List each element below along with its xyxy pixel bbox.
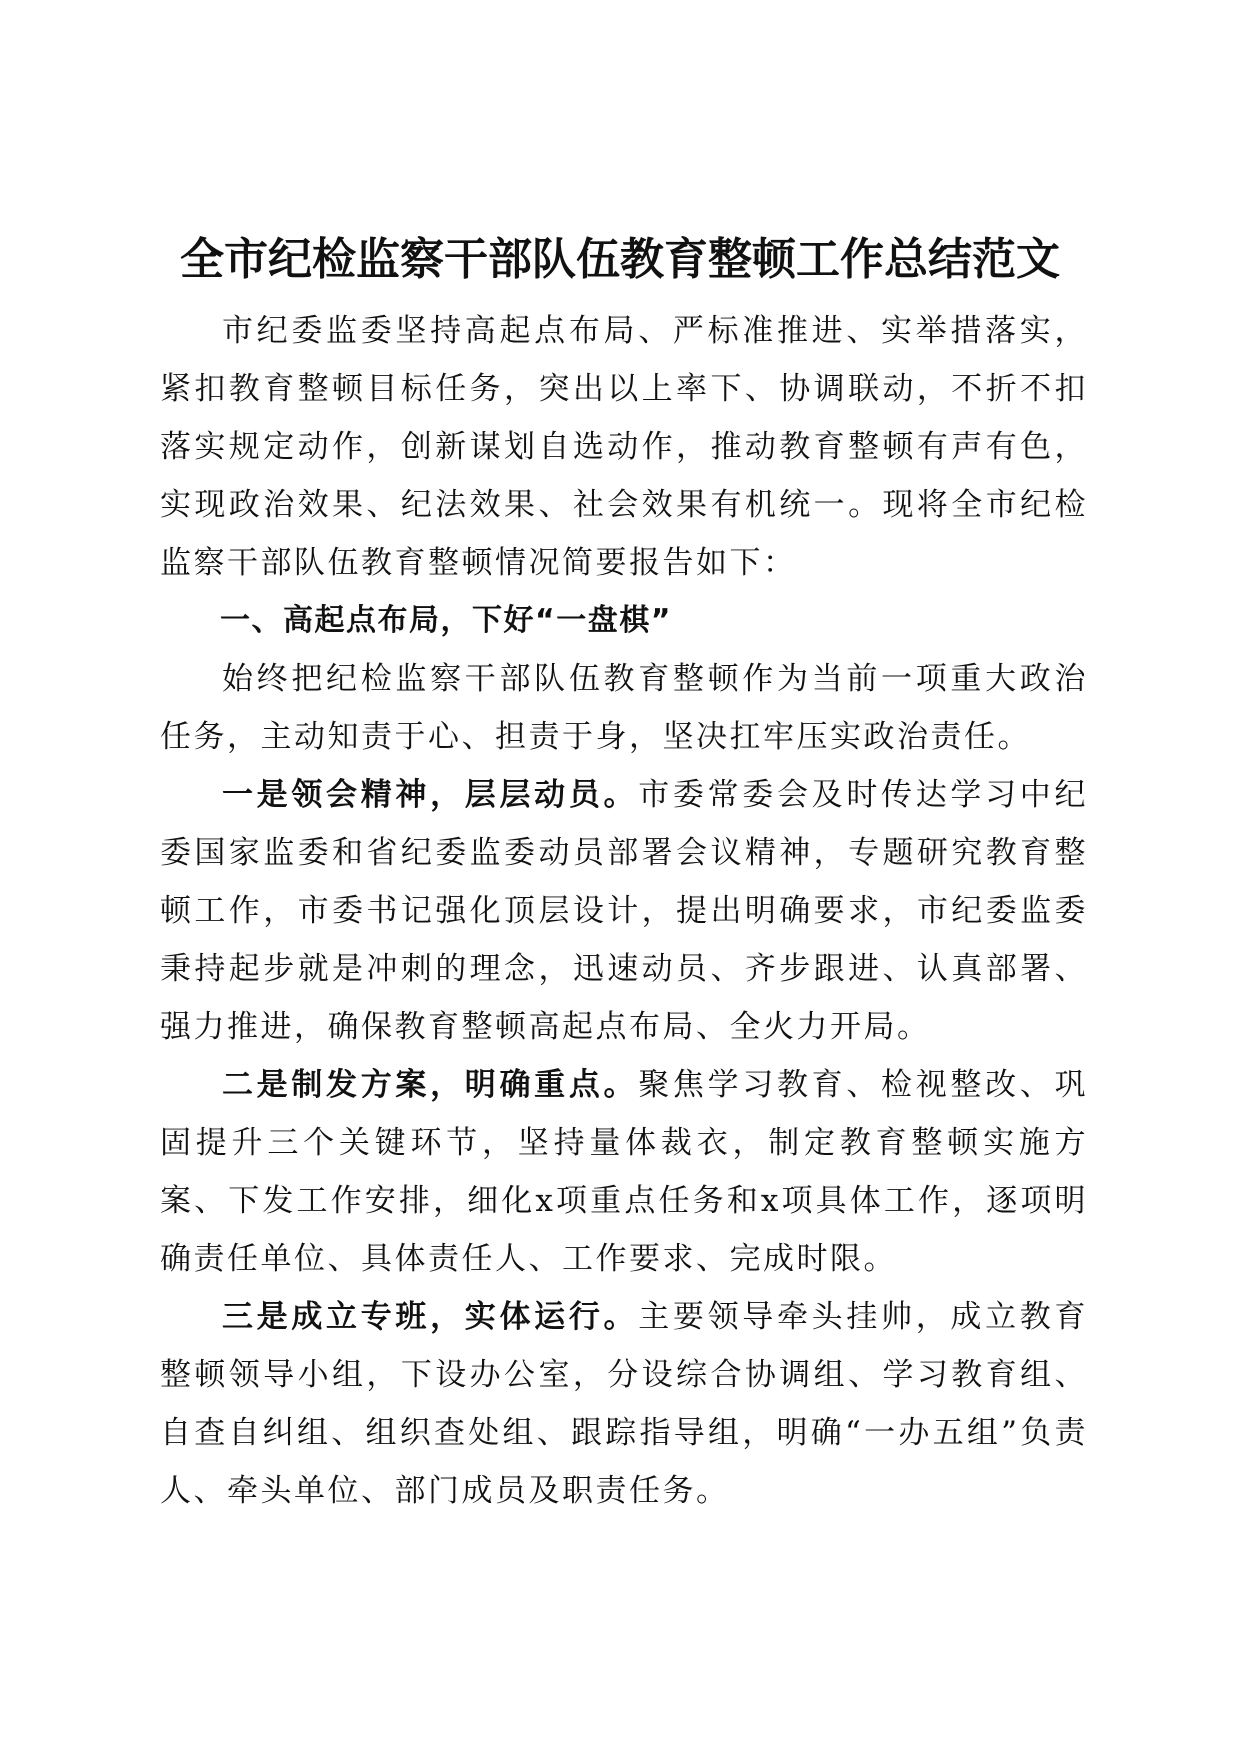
section-heading: 一、高起点布局，下好“一盘棋” xyxy=(220,603,672,638)
item-text-1: 市委常委会及时传达学习中纪委国家监委和省纪委监委动员部署会议精神，专题研究教育整顿工作，市委书记强化顶层设计，提出明确要求，市纪委监委秉持起步就是冲刺的理念，迅速动员、齐步跟进、认真部署、强力推进，确保教育整顿高起点布局、全火力开局。 xyxy=(160,777,1088,1045)
item-text-2: 聚焦学习教育、检视整改、巩固提升三个关键环节，坚持量体裁衣，制定教育整顿实施方案、下发工作安排，细化x项重点任务和x项具体工作，逐项明确责任单位、具体责任人、工作要求、完成时限。 xyxy=(160,1067,1088,1277)
item-paragraph-1 xyxy=(160,766,1088,1056)
item-lead-3: 三是成立专班，实体运行。 xyxy=(222,1299,639,1335)
document-title: 全市纪检监察干部队伍教育整顿工作总结范文 xyxy=(180,234,1060,285)
item-paragraph-2 xyxy=(160,1056,1088,1288)
item-lead-2: 二是制发方案，明确重点。 xyxy=(222,1067,639,1103)
item-paragraph-3 xyxy=(160,1288,1088,1520)
document-body xyxy=(160,302,1088,1520)
item-text-3: 主要领导牵头挂帅，成立教育整顿领导小组，下设办公室，分设综合协调组、学习教育组、自查自纠组、组织查处组、跟踪指导组，明确“一办五组”负责人、牵头单位、部门成员及职责任务。 xyxy=(160,1299,1088,1509)
item-lead-1: 一是领会精神，层层动员。 xyxy=(222,777,639,813)
section-summary-paragraph: 始终把纪检监察干部队伍教育整顿作为当前一项重大政治任务，主动知责于心、担责于身，坚决扛牢压实政治责任。 xyxy=(160,661,1088,755)
intro-paragraph: 市纪委监委坚持高起点布局、严标准推进、实举措落实，紧扣教育整顿目标任务，突出以上率下、协调联动，不折不扣落实规定动作，创新谋划自选动作，推动教育整顿有声有色，实现政治效果、纪法效果、社会效果有机统一。现将全市纪检监察干部队伍教育整顿情况简要报告如下： xyxy=(160,313,1088,581)
